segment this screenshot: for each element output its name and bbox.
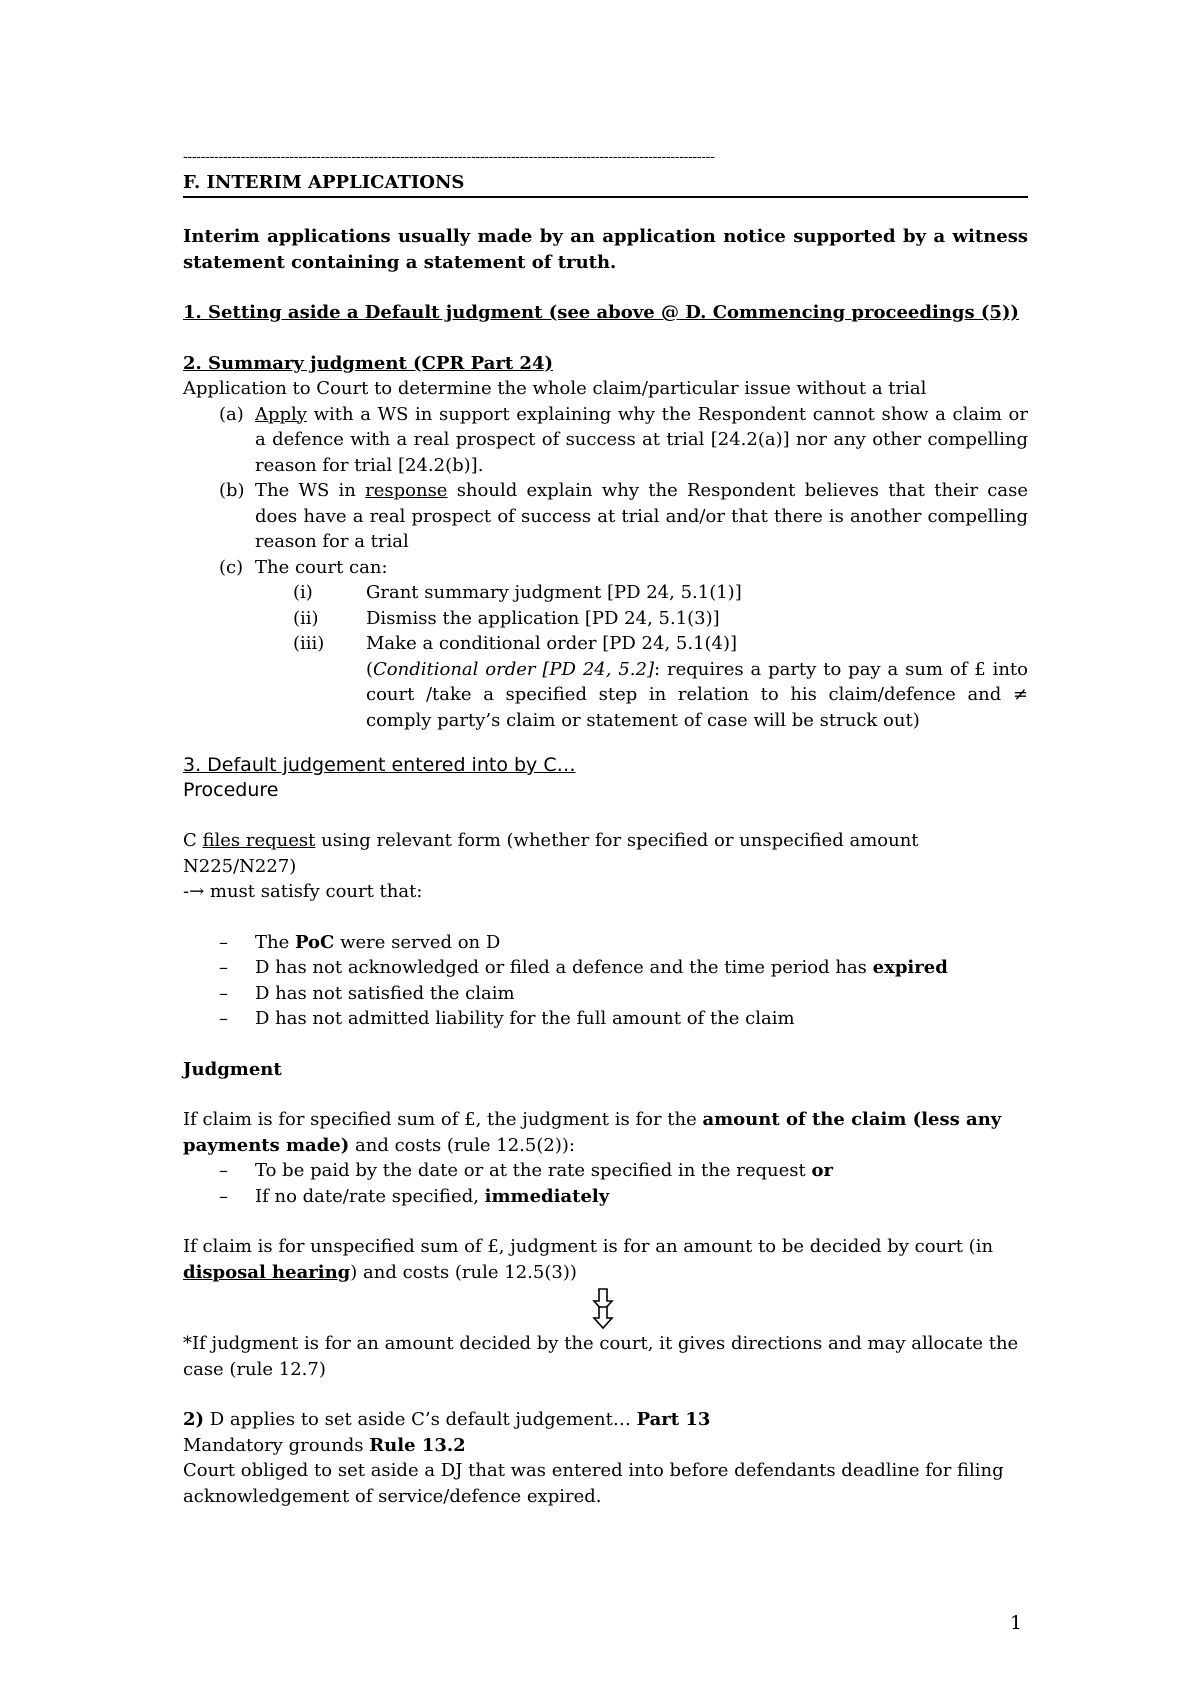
request-paragraph: C files request using relevant form (whether for specified or unspecified amount N225/N227): [183, 830, 919, 877]
intro-paragraph: Interim applications usually made by an application notice supported by a witness statement containing a statement of truth.: [183, 226, 1028, 273]
section-title: F. INTERIM APPLICATIONS: [183, 172, 1028, 198]
list-item: (iii) Make a conditional order [PD 24, 5.1(4)]: [183, 631, 1028, 657]
list-marker: (iii): [293, 633, 325, 654]
unspecified-sum-paragraph: If claim is for unspecified sum of £, judgment is for an amount to be decided by court (in disposal hearing) and costs (rule 12.5(3)): [183, 1236, 994, 1283]
page-number: 1: [1010, 1612, 1023, 1634]
list-marker: (b): [219, 480, 245, 501]
list-item: – If no date/rate specified, immediately: [183, 1184, 1028, 1210]
dash-marker: –: [219, 982, 228, 1004]
section-4-heading: 2) D applies to set aside C’s default judgement… Part 13: [183, 1409, 711, 1430]
section-3-heading: 3. Default judgement entered into by C…: [183, 754, 576, 776]
list-item: – D has not acknowledged or filed a defence and the time period has expired: [183, 955, 1028, 981]
dash-marker: –: [219, 1008, 228, 1029]
list-item: – D has not satisfied the claim: [183, 981, 1028, 1007]
dash-marker: –: [219, 957, 228, 978]
list-marker: (c): [219, 556, 244, 578]
request-line-2: -→ must satisfy court that:: [183, 881, 423, 902]
mandatory-grounds-line: Mandatory grounds Rule 13.2: [183, 1434, 466, 1456]
list-item: – To be paid by the date or at the rate specified in the request or: [183, 1158, 1028, 1184]
judgment-heading: Judgment: [183, 1058, 282, 1080]
section-2-description: Application to Court to determine the whole claim/particular issue without a trial: [183, 378, 927, 399]
list-item: (c) The court can:: [183, 555, 1028, 581]
list-item: (i) Grant summary judgment [PD 24, 5.1(1)]: [183, 580, 1028, 606]
list-marker: (ii): [293, 607, 319, 629]
document-page: [183, 150, 1028, 1509]
list-item: (ii) Dismiss the application [PD 24, 5.1(3)]: [183, 606, 1028, 632]
specified-sum-paragraph: If claim is for specified sum of £, the judgment is for the amount of the claim (less any payments made) and costs (rule 12.5(2)):: [183, 1109, 1002, 1156]
specified-items-list: [183, 1158, 1028, 1209]
dash-marker: –: [219, 931, 228, 953]
directions-paragraph: *If judgment is for an amount decided by the court, it gives directions and may allocate the case (rule 12.7): [183, 1333, 1019, 1380]
dash-marker: –: [219, 1185, 228, 1207]
section-4-body: Court obliged to set aside a DJ that was entered into before defendants deadline for filing acknowledgement of service/defence expired.: [183, 1460, 1004, 1507]
down-arrow-icon: [588, 1285, 618, 1331]
list-item: – D has not admitted liability for the full amount of the claim: [183, 1006, 1028, 1032]
summary-judgment-list: [183, 402, 1028, 581]
court-options-list: [183, 580, 1028, 657]
dash-marker: –: [219, 1160, 228, 1181]
section-2-heading: 2. Summary judgment (CPR Part 24): [183, 352, 553, 374]
list-marker: (i): [293, 582, 313, 603]
list-item: (b) The WS in response should explain why the Respondent believes that their case does have a real prospect of success at trial and/or that there is another compelling reason for a trial: [219, 480, 1028, 552]
dashed-separator: ------------------------------------------------------------------------------------------------------------------------: [183, 150, 715, 165]
list-item: – The PoC were served on D: [183, 930, 1028, 956]
conditions-list: [183, 930, 1028, 1032]
list-marker: (a): [219, 403, 244, 425]
section-1-heading: 1. Setting aside a Default judgment (see above @ D. Commencing proceedings (5)): [183, 302, 1019, 323]
procedure-subheading: Procedure: [183, 779, 279, 801]
list-item: (a) Apply with a WS in support explaining why the Respondent cannot show a claim or a defence with a real prospect of success at trial [24.2(a)] nor any other compelling reason for trial [24.2(b)].: [219, 403, 1028, 476]
conditional-order-note: (Conditional order [PD 24, 5.2]: requires a party to pay a sum of £ into court /take a specified step in relation to his claim/defence and ≠ comply party’s claim or statement of case will be struck out): [366, 658, 1029, 731]
